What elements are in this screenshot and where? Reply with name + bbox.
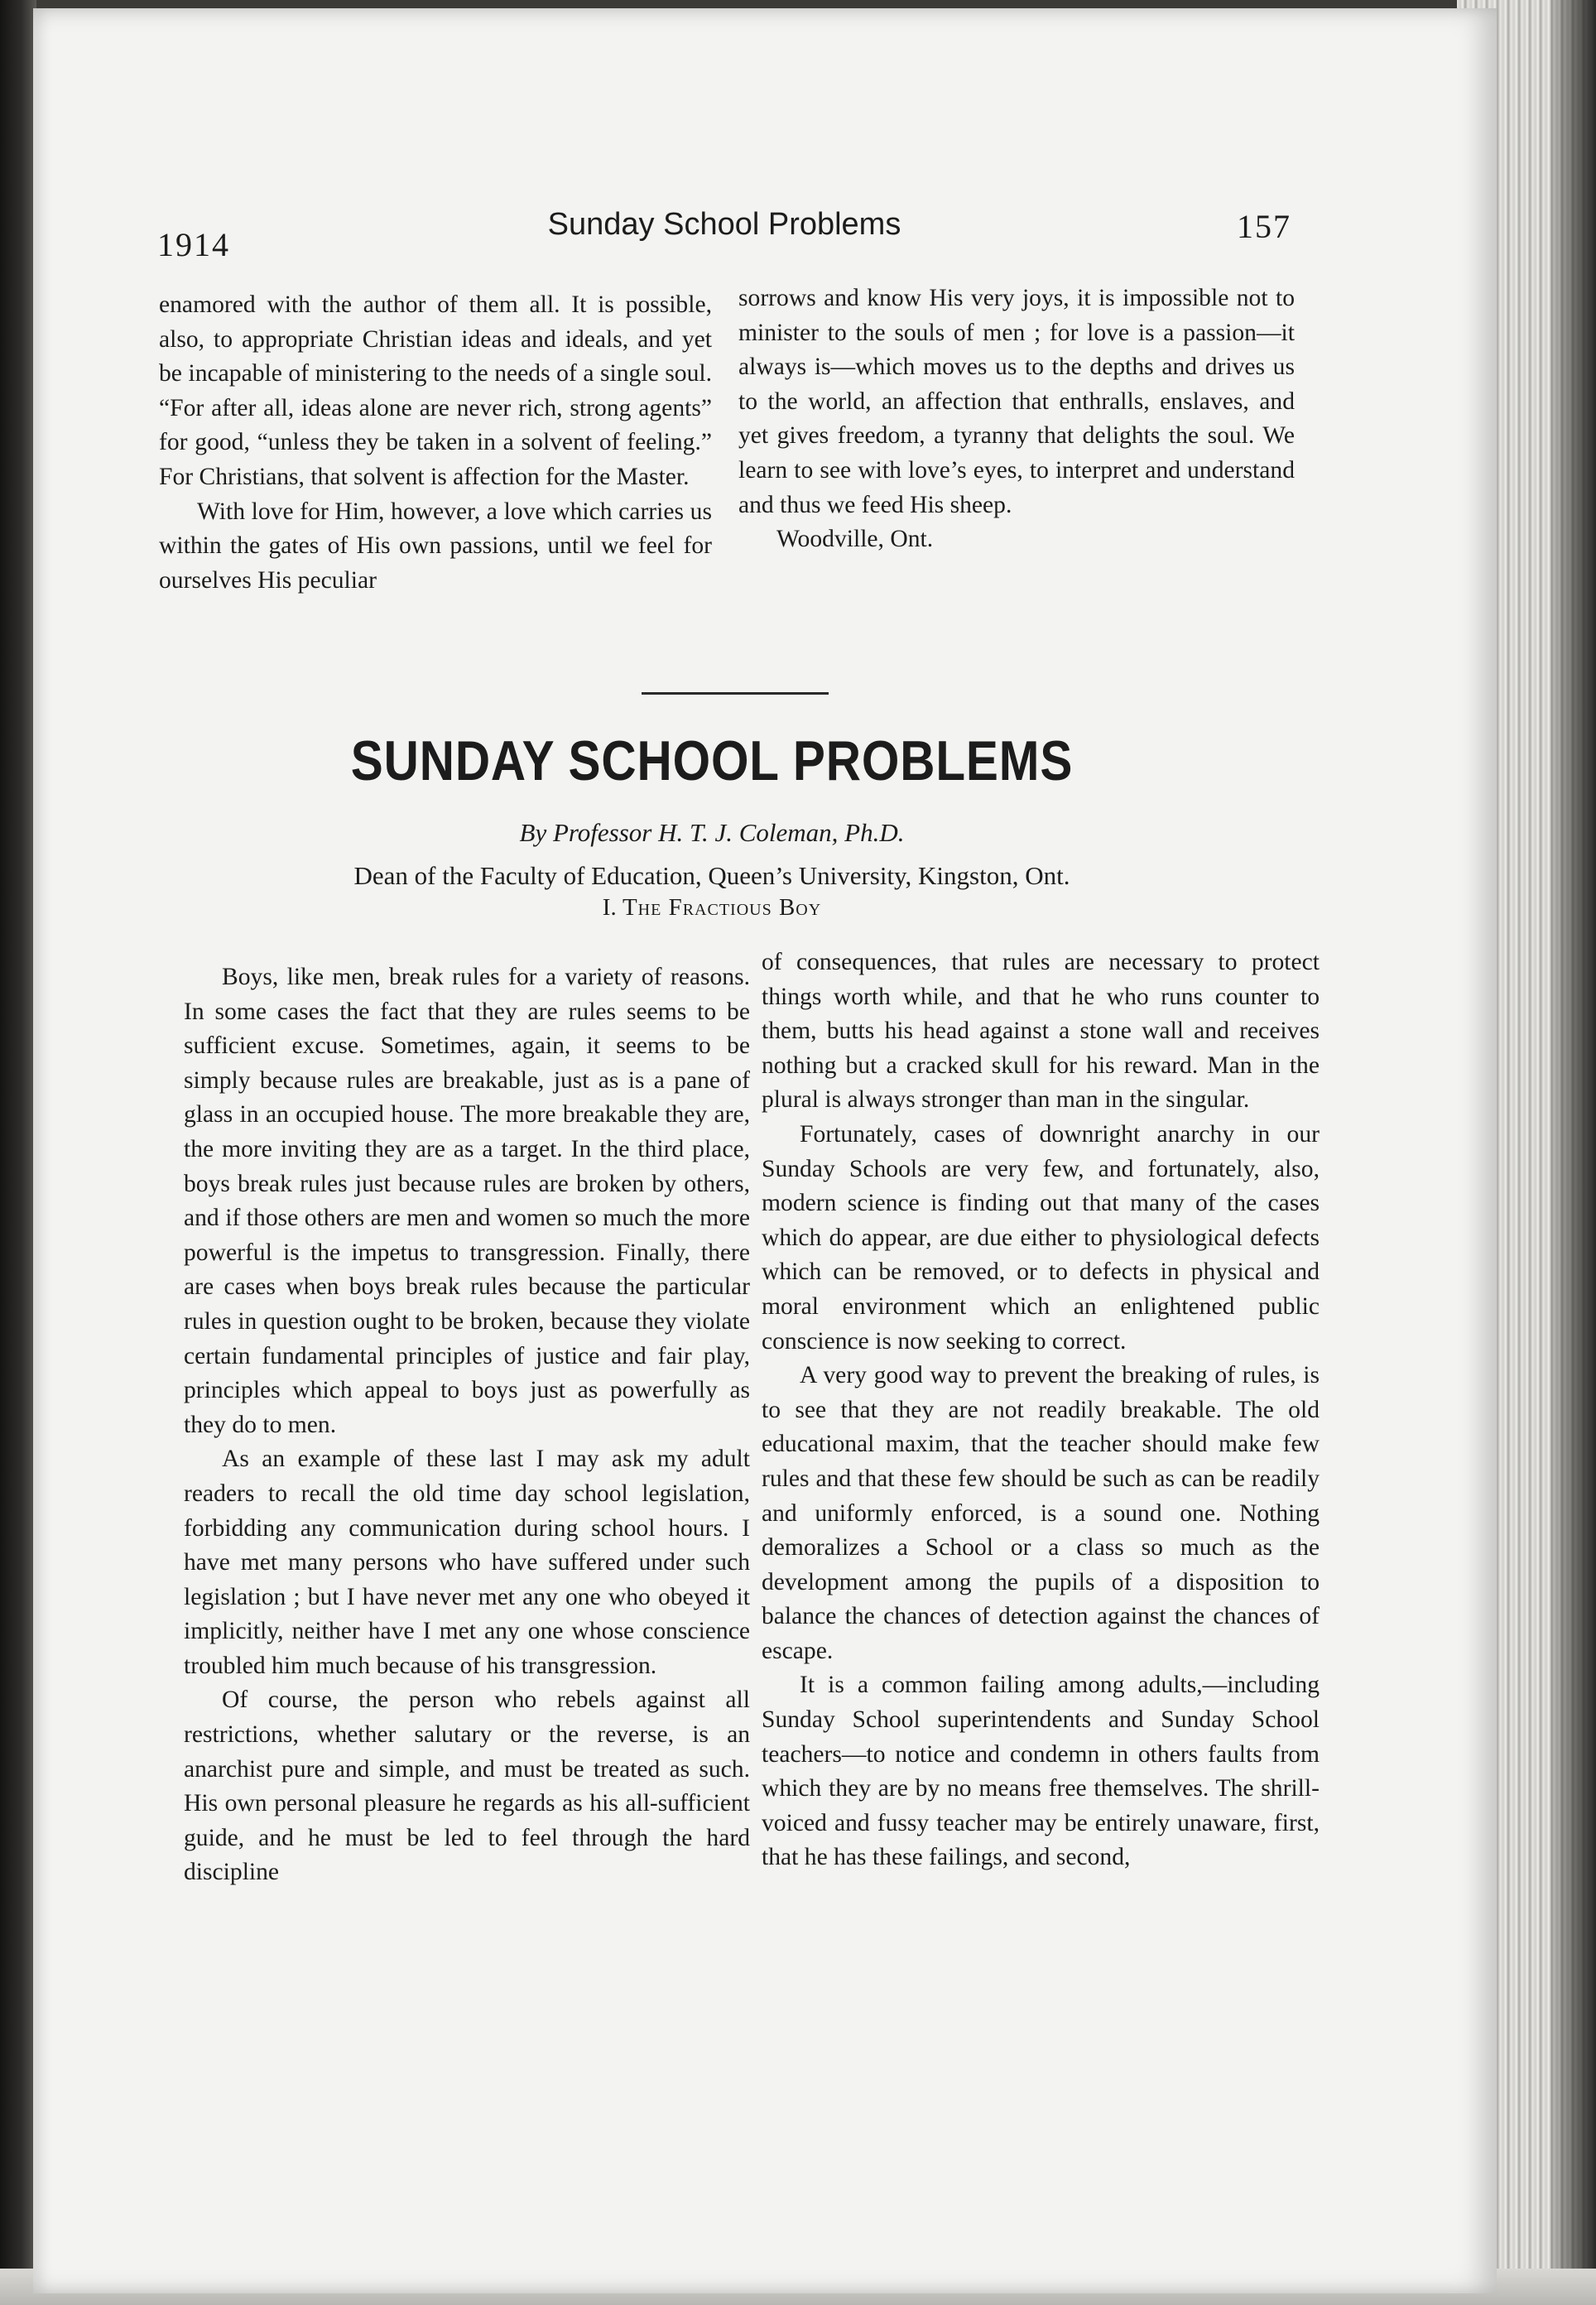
author-affiliation: Dean of the Faculty of Education, Queen’s University, Kingston, Ont. (353, 861, 1070, 890)
article-left-column (184, 960, 750, 1890)
page-number: 157 (1237, 208, 1291, 245)
paragraph: Fortunately, cases of downright anarchy in our Sunday Schools are very few, and fortunately, also, modern science is finding out that many of the cases which do appear, are due either to physiological defects which can be removed, or to defects in physical and moral environment which an enlightened public conscience is now seeking to correct. (762, 1120, 1320, 1355)
paragraph: Of course, the person who rebels against all restrictions, whether salutary or the reverse, is an anarchist pure and simple, and must be treated as such. His own personal pleasure he regards as his all-sufficient guide, and he must be led to feel through the hard discipline (184, 1687, 750, 1886)
paragraph: Boys, like men, break rules for a variety of reasons. In some cases the fact that they are rules seems to be sufficient excuse. Sometimes, again, it seems to be simply because rules are breakable, just as is a pane of glass in an occupied house. The more breakable they are, the more inviting they are as a target. In the third place, boys break rules just because rules are broken by others, and if those others are men and women so much the more powerful is the impetus to transgression. Finally, there are cases when boys break rules because the particular rules in question ought to be broken, because they violate certain fundamental principles of justice and fair play, principles which appeal to boys just as powerfully as they do to men. (184, 964, 750, 1438)
book-spine-shadow (0, 0, 36, 2305)
header-year: 1914 (157, 226, 230, 263)
paragraph: With love for Him, however, a love which carries us within the gates of His own passions, until we feel for ourselves His peculiar (159, 498, 712, 594)
running-title: Sunday School Problems (547, 207, 901, 242)
signoff-location: Woodville, Ont. (776, 526, 934, 553)
section-heading (331, 894, 1093, 922)
section-number: I. (602, 894, 617, 921)
previous-article-left-column (159, 288, 712, 598)
paragraph: A very good way to prevent the breaking of rules, is to see that they are not readily breakable. The old educational maxim, that the teacher should make few rules and that these few should be such as can be readily and uniformly enforced, is a sound one. Nothing demoralizes a School or a class so much as the development among the pupils of a disposition to balance the chances of detection against the chances of escape. (762, 1362, 1320, 1664)
page-header (157, 207, 1291, 265)
paragraph: of consequences, that rules are necessary to protect things worth while, and that he who runs counter to them, butts his head against a stone wall and receives nothing but a cracked skull for his reward. Man in the plural is always stronger than man in the singular. (762, 949, 1320, 1114)
paragraph: It is a common failing among adults,—including Sunday School superintendents and Sunday School teachers—to notice and condemn in others faults from which they are by no means free themselves. The shrill-voiced and fussy teacher may be entirely unaware, first, that he has these failings, and second, (762, 1672, 1320, 1871)
previous-article-right-column (738, 282, 1295, 557)
section-divider (642, 692, 829, 695)
article-title: SUNDAY SCHOOL PROBLEMS (350, 729, 1074, 792)
section-title: The Fractious Boy (622, 894, 822, 921)
article-byline: By Professor H. T. J. Coleman, Ph.D. (519, 818, 905, 847)
paragraph: As an example of these last I may ask my adult readers to recall the old time day school legislation, forbidding any communication during school hours. I have met many persons who have suffered under such legislation ; but I have never met any one who obeyed it implicitly, neither have I met any one whose conscience troubled him much because of his transgression. (184, 1446, 750, 1679)
article-right-column (762, 946, 1320, 1875)
paragraph: enamored with the author of them all. It is possible, also, to appropriate Christian ideas and ideals, and yet be incapable of ministering to the needs of a single soul. “For after all, ideas alone are never rich, strong agents” for good, “unless they be taken in a solvent of feeling.” For Christians, that solvent is affection for the Master. (159, 291, 712, 490)
paragraph: sorrows and know His very joys, it is impossible not to minister to the souls of men ; for love is a passion—it always is—which moves us to the depths and drives us to the world, an affection that enthralls, enslaves, and yet gives freedom, a tyranny that delights the soul. We learn to see with love’s eyes, to interpret and understand and thus we feed His sheep. (738, 285, 1295, 518)
